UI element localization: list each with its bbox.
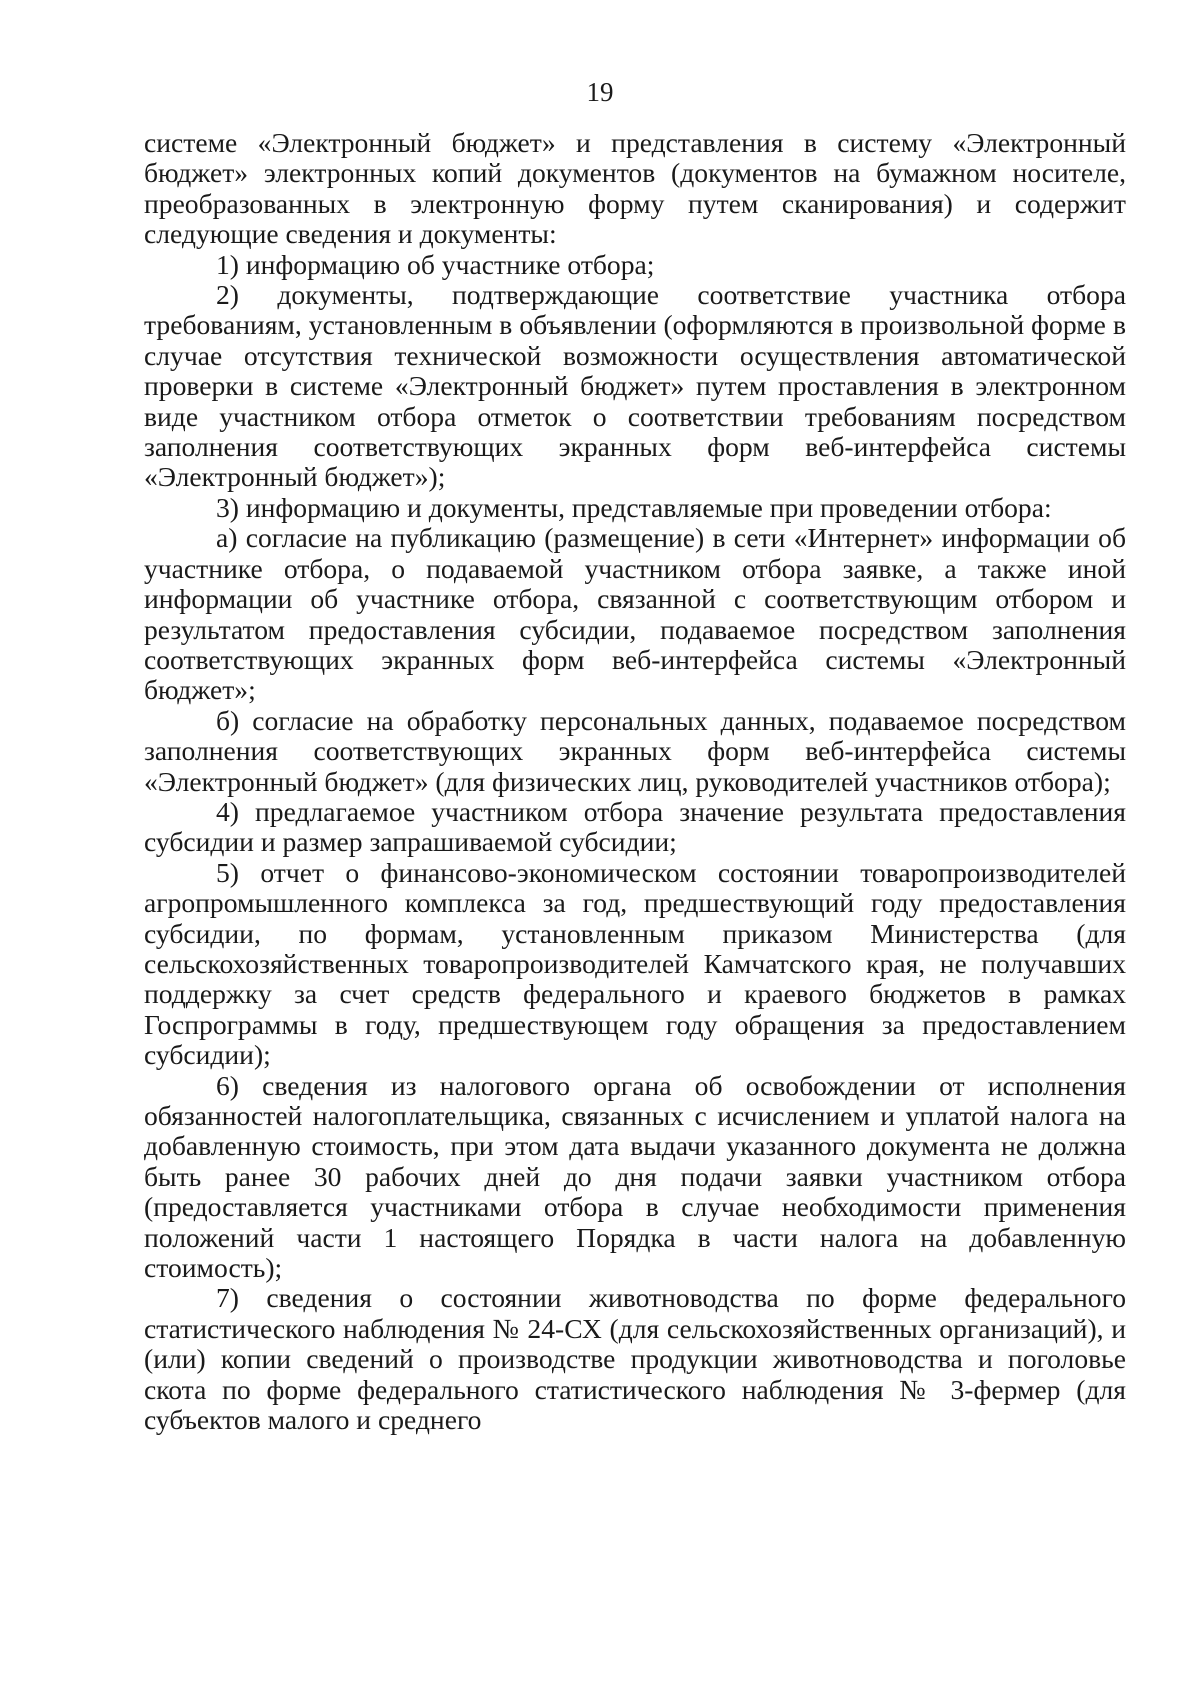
paragraph-item-7: 7) сведения о состоянии животноводства по форме федерального статистического наблюдения № 24-СХ (для сельскохозяйственных организаций), и (или) копии сведений о производстве продукции животноводства и поголовье скота по форме федерального статистического наблюдения № 3-фермер (для субъектов малого и среднего bbox=[144, 1282, 1126, 1436]
page-number: 19 bbox=[586, 77, 614, 107]
paragraph-item-5: 5) отчет о финансово-экономическом состоянии товаропроизводителей агропромышленного комплекса за год, предшествующий году предоставления субсидии, по формам, установленным приказом Министерства (для сельскохозяйственных товаропроизводителей Камчатского края, не получавших поддержку за счет средств федерального и краевого бюджетов в рамках Госпрограммы в году, предшествующем году обращения за предоставлением субсидии); bbox=[144, 856, 1126, 1071]
paragraph-item-3a: а) согласие на публикацию (размещение) в сети «Интернет» информации об участнике отбора, о подаваемой участником отбора заявке, а также иной информации об участнике отбора, связанной с соответствующим отбором и результатом предоставления субсидии, подаваемое посредством заполнения соответствующих экранных форм веб-интерфейса системы «Электронный бюджет»; bbox=[144, 522, 1126, 706]
paragraph-item-3b: б) согласие на обработку персональных данных, подаваемое посредством заполнения соответствующих экранных форм веб-интерфейса системы «Электронный бюджет» (для физических лиц, руководителей участников отбора); bbox=[144, 704, 1126, 797]
paragraph-item-4: 4) предлагаемое участником отбора значение результата предоставления субсидии и размер запрашиваемой субсидии; bbox=[144, 795, 1126, 858]
paragraph-intro: системе «Электронный бюджет» и представления в систему «Электронный бюджет» электронных копий документов (документов на бумажном носителе, преобразованных в электронную форму путем сканирования) и содержит следующие сведения и документы: bbox=[144, 127, 1126, 250]
paragraph-item-1: 1) информацию об участнике отбора; bbox=[216, 248, 655, 280]
paragraph-item-3: 3) информацию и документы, представляемые при проведении отбора: bbox=[216, 491, 1052, 523]
paragraph-item-6: 6) сведения из налогового органа об освобождении от исполнения обязанностей налогоплательщика, связанных с исчислением и уплатой налога на добавленную стоимость, при этом дата выдачи указанного документа не должна быть ранее 30 рабочих дней до дня подачи заявки участником отбора (предоставляется участниками отбора в случае необходимости применения положений части 1 настоящего Порядка в части налога на добавленную стоимость); bbox=[144, 1069, 1126, 1284]
paragraph-item-2: 2) документы, подтверждающие соответствие участника отбора требованиям, установленным в объявлении (оформляются в произвольной форме в случае отсутствия технической возможности осуществления автоматической проверки в системе «Электронный бюджет» путем проставления в электронном виде участником отбора отметок о соответствии требованиям посредством заполнения соответствующих экранных форм веб-интерфейса системы «Электронный бюджет»); bbox=[144, 279, 1126, 493]
document-body bbox=[144, 128, 1126, 1435]
